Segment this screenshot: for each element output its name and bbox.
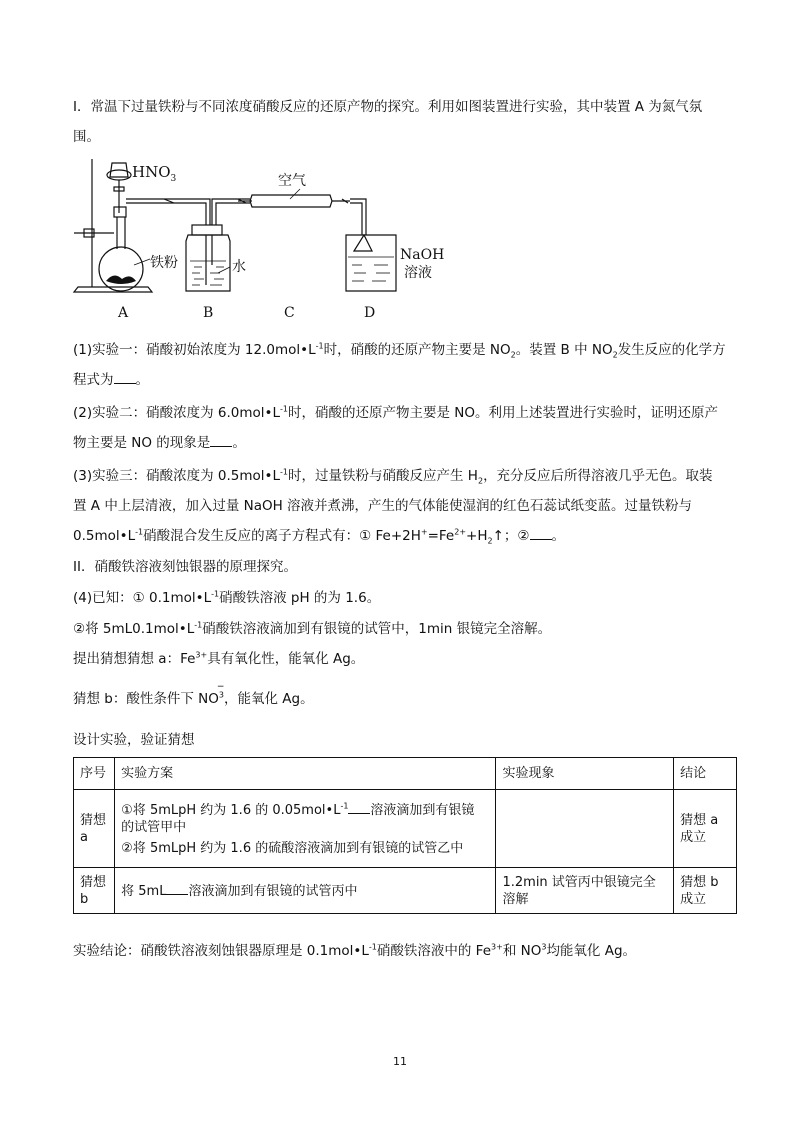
table-row (74, 790, 737, 868)
part-2-title: II．硝酸铁溶液刻蚀银器的原理探究。 (73, 559, 297, 575)
question-4-line-1: (4)已知：① $0.1mol•L^{-1}$硝酸铁溶液 pH 的为 1.6。 (73, 589, 381, 606)
header-phenomenon: 实验现象 (496, 758, 674, 790)
header-conclusion: 结论 (674, 758, 737, 790)
experiment-design-table (73, 757, 737, 914)
table-row (74, 868, 737, 914)
question-2-line-1: (2)实验二：硝酸浓度为 $6.0mol•L^{-1}$时，硝酸的还原产物主要是 NO。利用上述装置进行实验时，证明还原产 (73, 404, 719, 421)
row-1-plan: ①将 5mLpH 约为 1.6 的 $0.05mol•L^{-1}$ 溶液滴加到有银镜 的试管甲中 ②将 5mLpH 约为 1.6 的硫酸溶液滴加到有银镜的试管乙中 (115, 790, 496, 868)
experiment-apparatus-figure (70, 155, 470, 325)
question-4-line-5: 设计实验，验证猜想 (73, 732, 195, 748)
row-1-phenomenon (496, 790, 674, 868)
water-label: 水 (232, 259, 246, 275)
question-4-line-3: 提出猜想猜想 a：$Fe^{3+}$具有氧化性，能氧化 Ag。 (73, 650, 365, 667)
row-1-conclusion: 猜想 a 成立 (674, 790, 737, 868)
page-number: 11 (393, 1055, 407, 1068)
experiment-conclusion: 实验结论：硝酸铁溶液刻蚀银器原理是 $0.1mol•L^{-1}$硝酸铁溶液中的 $Fe^{3+}$和 $NO^3$均能氧化 Ag。 (73, 942, 637, 959)
answer-blank[interactable] (348, 801, 370, 814)
question-3-line-2: 置 A 中上层清液，加入过量 NaOH 溶液并煮沸，产生的气体能使湿润的红色石蕊试纸变蓝。过量铁粉与 (73, 498, 693, 514)
row-1-id: 猜想 a (74, 790, 115, 868)
row-2-phenomenon: 1.2min 试管丙中银镜完全溶解 (496, 868, 674, 914)
apparatus-label-d: D (364, 305, 376, 321)
table-header-row (74, 758, 737, 790)
hno3-label: $HNO_3$ (132, 163, 177, 184)
apparatus-label-b: B (203, 305, 214, 321)
apparatus-label-c: C (284, 305, 295, 321)
question-3-line-1: (3)实验三：硝酸浓度为 $0.5mol•L^{-1}$时，过量铁粉与硝酸反应产生 $H_2$，充分反应后所得溶液几乎无色。取装 (73, 467, 713, 486)
row-2-plan: 将 5mL 溶液滴加到有银镜的试管丙中 (115, 868, 496, 914)
solution-label: 溶液 (404, 265, 432, 281)
answer-blank[interactable] (530, 527, 552, 540)
answer-blank[interactable] (166, 882, 188, 895)
answer-blank[interactable] (210, 434, 232, 447)
row-2-id: 猜想 b (74, 868, 115, 914)
header-id: 序号 (74, 758, 115, 790)
question-4-line-2: ②将 $5mL0.1mol•L^{-1}$硝酸铁溶液滴加到有银镜的试管中，1min 银镜完全溶解。 (73, 620, 552, 637)
apparatus-label-a: A (118, 305, 129, 321)
question-1-line-2: 程式为 。 (73, 372, 149, 388)
iron-powder-label: 铁粉 (150, 255, 178, 271)
question-1-line-1: (1)实验一：硝酸初始浓度为 $12.0mol•L^{-1}$时，硝酸的还原产物主要是 $NO_2$。装置 B 中 $NO_2$发生反应的化学方 (73, 341, 726, 360)
answer-blank[interactable] (114, 371, 136, 384)
question-4-line-4: 猜想 b：酸性条件下 $NO^3$ − ，能氧化 Ag。 (73, 682, 314, 707)
intro-line-2: 围。 (73, 129, 100, 145)
row-2-conclusion: 猜想 b 成立 (674, 868, 737, 914)
question-2-line-2: 物主要是 NO 的现象是 。 (73, 435, 246, 451)
header-plan: 实验方案 (115, 758, 496, 790)
intro-line-1: I．常温下过量铁粉与不同浓度硝酸反应的还原产物的探究。利用如图装置进行实验，其中装置 A 为氮气氛 (73, 99, 703, 115)
question-3-line-3: $0.5mol•L^{-1}$硝酸混合发生反应的离子方程式有：① $Fe+2H^+=Fe^{2+}+H_2↑$；② 。 (73, 527, 566, 546)
air-label: 空气 (278, 173, 306, 189)
naoh-label: NaOH (400, 247, 445, 263)
